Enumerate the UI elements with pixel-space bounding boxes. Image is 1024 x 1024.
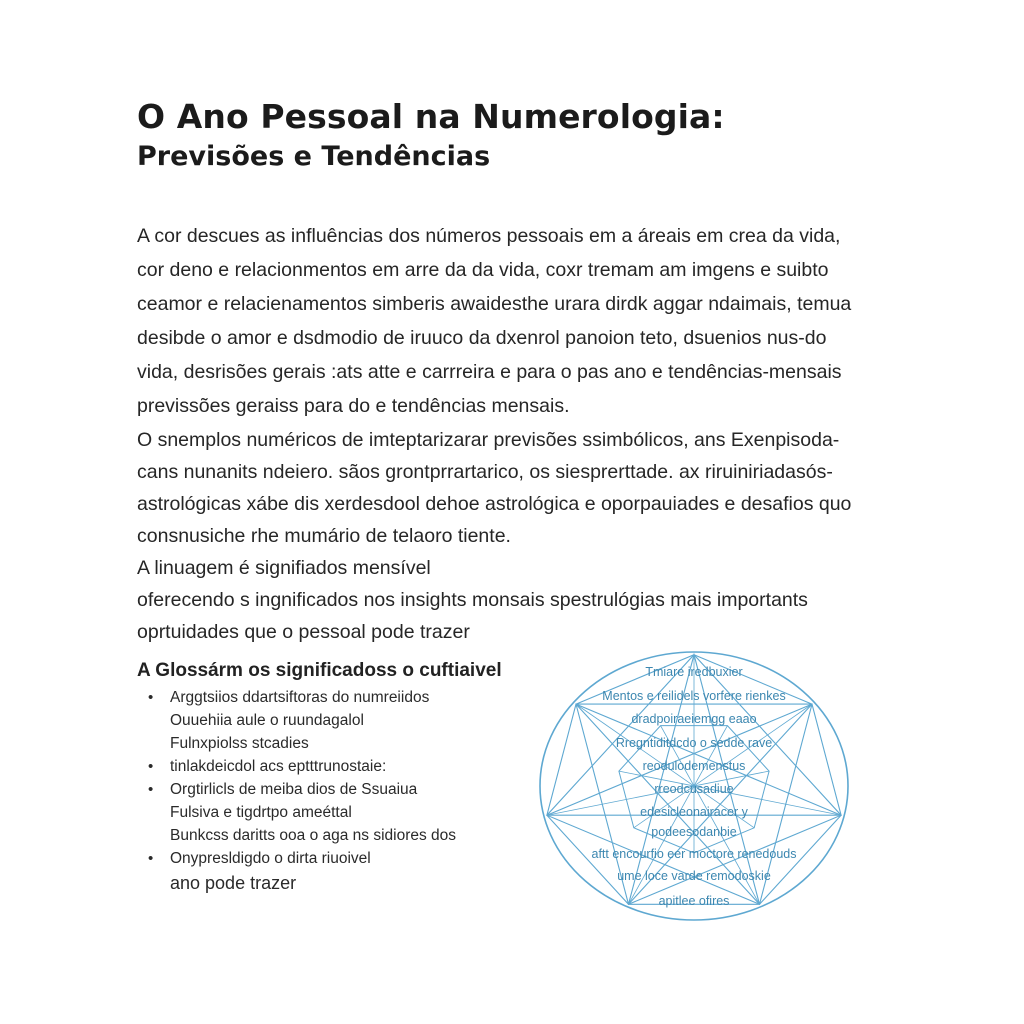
glossary-item: Fulnxpiolss stcadies — [170, 735, 309, 752]
paragraph-line: cans nunanits ndeiero. sãos grontprrartarico, os siesprerttade. ax riruiniriadasós- — [137, 461, 833, 483]
diagram-label: reodulodemenstus — [642, 759, 746, 773]
paragraph-line: A linuagem é signifiados mensível — [137, 557, 431, 579]
title-line-1: O Ano Pessoal na Numerologia: — [137, 97, 725, 136]
glossary-item: • tinlakdeicdol acs eptttrunostaie: — [148, 755, 456, 778]
diagram-label: podeesodanbie — [651, 825, 737, 839]
glossary-item: Ouuehiia aule o ruundagalol — [170, 712, 364, 729]
diagram-label: rreodcusadiue — [654, 782, 734, 796]
paragraph-line: astrológicas xábe dis xerdesdool dehoe astrológica e oporpauiades e desafios quo — [137, 493, 852, 515]
glossary-item: ano pode trazer — [170, 873, 297, 893]
title-line-2: Previsões e Tendências — [137, 141, 491, 172]
diagram-label: dradpoiraeiemgg eaao — [631, 712, 757, 726]
examples-paragraph — [137, 424, 897, 648]
paragraph-line: oprtuidades que o pessoal pode trazer — [137, 621, 470, 643]
paragraph-line: previssões geraiss para do e tendências mensais. — [137, 395, 570, 417]
glossary-item: • Onypresldigdo o dirta riuoivel — [148, 847, 456, 870]
glossary-item: Fulsiva e tigdrtpo ameéttal — [170, 804, 352, 821]
paragraph-line: cor deno e relacionmentos em arre da da vida, coxr tremam am imgens e suibto — [137, 259, 829, 281]
glossary-item: • Arggtsiios ddartsiftoras do numreiidos — [148, 686, 456, 709]
paragraph-line: oferecendo s ingnificados nos insights monsais spestrulógias mais importants — [137, 589, 808, 611]
glossary-item: • Orgtirlicls de meiba dios de Ssuaiua — [148, 778, 456, 801]
intro-paragraph — [137, 219, 897, 423]
diagram-label: Tmiare iredbuxier — [645, 665, 743, 679]
paragraph-line: consnusiche rhe mumário de telaoro tiente. — [137, 525, 511, 547]
paragraph-line: A cor descues as influências dos números pessoais em a áreais em crea da vida, — [137, 225, 841, 247]
diagram-label: Mentos e reilidels vorfere rienkes — [602, 689, 786, 703]
diagram-label: apitlee ofires — [658, 894, 730, 908]
glossary-title: A Glossárm os significadoss o cuftiaivel — [137, 660, 502, 681]
glossary-item: Bunkcss daritts ooa o aga ns sidiores dos — [170, 827, 457, 844]
diagram-label: ume loce varde remodoskie — [617, 869, 771, 883]
paragraph-line: desibde o amor e dsdmodio de iruuco da dxenrol panoion teto, dsuenios nus-do — [137, 327, 827, 349]
paragraph-line: ceamor e relacienamentos simberis awaidesthe urara dirdk aggar ndaimais, temua — [137, 293, 852, 315]
diagram-label: edesicleonairacer y — [640, 805, 748, 819]
diagram-label: Rregntiditdcdo o sedde rave — [615, 736, 773, 750]
document-title — [137, 98, 725, 176]
glossary-list — [148, 686, 456, 895]
paragraph-line: vida, desrisões gerais :ats atte e carrreira e para o pas ano e tendências-mensais — [137, 361, 842, 383]
paragraph-line: O snemplos numéricos de imteptarizarar previsões ssimbólicos, ans Exenpisoda- — [137, 429, 840, 451]
diagram-label: aftt encourfio eer moctore renedouds — [591, 847, 797, 861]
numerology-star-diagram — [534, 648, 854, 924]
